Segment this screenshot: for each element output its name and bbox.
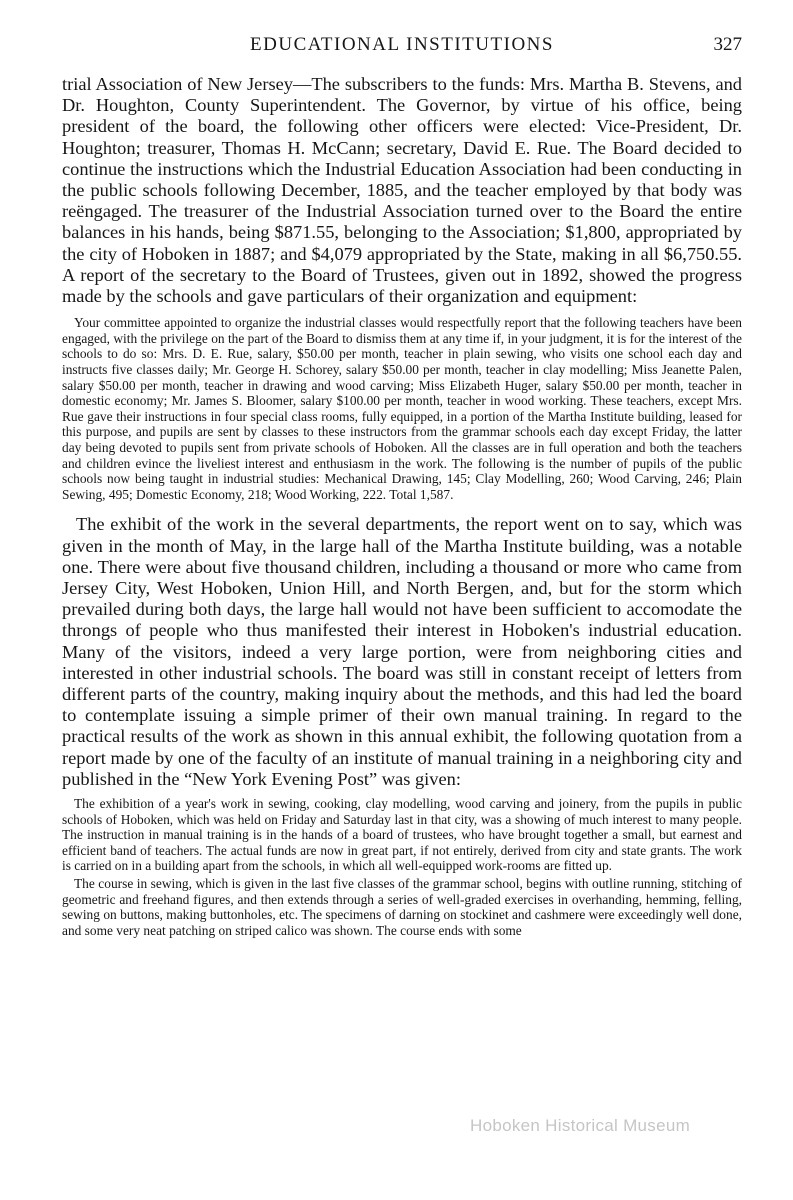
running-header <box>62 30 742 62</box>
page-number: 327 <box>713 34 742 55</box>
document-page <box>62 30 742 1190</box>
block-quote <box>62 315 742 502</box>
block-quote <box>62 796 742 938</box>
page-title: EDUCATIONAL INSTITUTIONS <box>250 34 554 55</box>
watermark: Hoboken Historical Museum <box>470 1116 691 1135</box>
quote-paragraph: The course in sewing, which is given in the last five classes of the grammar school, begins with outline running, stitching of geometric and freehand figures, and then extends through a series of well-graded exercises in overhanding, hemming, felling, sewing on buttons, making buttonholes, etc. The specimens of darning on stockinet and cashmere were exceedingly well done, and some very neat patching on striped calico was shown. The course ends with some <box>62 875 742 938</box>
body-paragraph: trial Association of New Jersey—The subscribers to the funds: Mrs. Martha B. Stevens, and Dr. Houghton, County Superintendent. The Governor, by virtue of his office, being president of the board, the following other officers were elected: Vice-President, Dr. Houghton; treasurer, Thomas H. McCann; secretary, David E. Rue. The Board decided to continue the instructions which the Industrial Education Association had been conducting in the public schools following December, 1885, and the teacher employed by that body was reëngaged. The treasurer of the Industrial Association turned over to the Board the entire balances in his hands, being $871.55, belonging to the Association; $1,800, appropriated by the city of Hoboken in 1887; and $4,079 appropriated by the State, making in all $6,750.55. A report of the secretary to the Board of Trustees, given out in 1892, showed the progress made by the schools and gave particulars of their organization and equipment: <box>62 74 742 307</box>
quote-paragraph: The exhibition of a year's work in sewing, cooking, clay modelling, wood carving and joinery, from the pupils in public schools of Hoboken, which was held on Friday and Saturday last in that city, was a showing of much interest to many people. The instruction in manual training is in the hands of a board of trustees, who have brought together a small, but earnest and efficient band of teachers. The actual funds are now in great part, if not entirely, derived from city and state grants. The work is carried on in a building apart from the schools, in which all well-equipped work-rooms are fitted up. <box>62 796 742 874</box>
body-paragraph: The exhibit of the work in the several departments, the report went on to say, which was given in the month of May, in the large hall of the Martha Institute building, was a notable one. There were about five thousand children, including a thousand or more who came from Jersey City, West Hoboken, Union Hill, and North Bergen, and, but for the storm which prevailed during both days, the large hall would not have been sufficient to accomodate the throngs of people who thus manifested their interest in Hoboken's industrial education. Many of the visitors, indeed a very large portion, were from neighboring cities and interested in other industrial schools. The board was still in constant receipt of letters from different parts of the country, making inquiry about the methods, and this had led the board to contemplate issuing a simple primer of their own manual training. In regard to the practical results of the work as shown in this annual exhibit, the following quotation from a report made by one of the faculty of an institute of manual training in a neighboring city and published in the “New York Evening Post” was given: <box>62 514 742 789</box>
quote-paragraph: Your committee appointed to organize the industrial classes would respectfully report that the following teachers have been engaged, with the privilege on the part of the Board to dismiss them at any time if, in your judgment, it is for the interest of the schools to do so: Mrs. D. E. Rue, salary, $50.00 per month, teacher in plain sewing, who visits one school each day and instructs five classes daily; Mr. George H. Schorey, salary $50.00 per month, teacher in clay modelling; Miss Jeanette Palen, salary $50.00 per month, teacher in drawing and wood carving; Miss Elizabeth Huger, salary $50.00 per month, teacher in domestic economy; Mr. James S. Bloomer, salary $100.00 per month, teacher in wood working. These teachers, except Mrs. Rue gave their instructions in four special class rooms, fully equipped, in a portion of the Martha Institute building, leased for this purpose, and pupils are sent by classes to these instructors from the grammar schools each day except Friday, the latter day being devoted to pupils sent from private schools of Hoboken. All the classes are in full operation and both the teachers and children evince the liveliest interest and enthusiasm in the work. The following is the number of pupils of the public schools now being taught in industrial studies: Mechanical Drawing, 145; Clay Modelling, 260; Wood Carving, 246; Plain Sewing, 495; Domestic Economy, 218; Wood Working, 222. Total 1,587. <box>62 315 742 502</box>
